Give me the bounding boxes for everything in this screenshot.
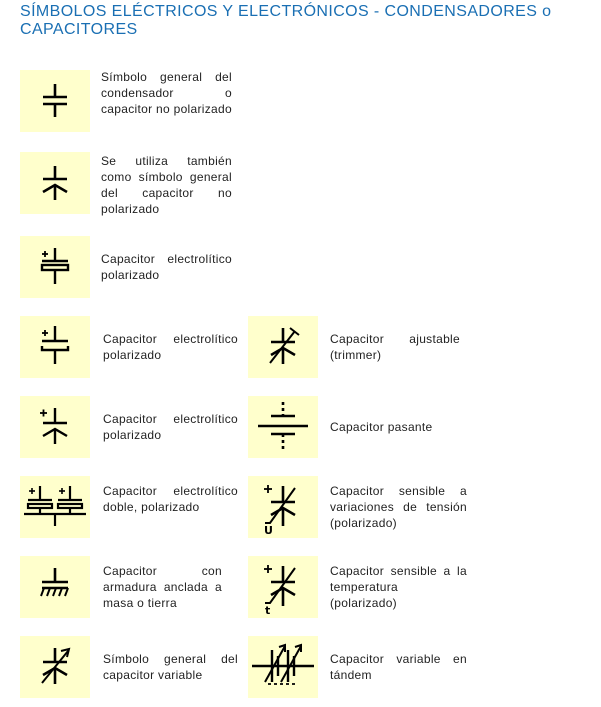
symbol-description: Capacitor variable en tándem — [330, 652, 467, 682]
electrolytic-capacitor-variant-icon — [20, 316, 90, 378]
symbol-description: Símbolo general del capacitor variable — [103, 652, 238, 682]
symbol-description: Capacitor pasante — [330, 420, 433, 434]
capacitor-non-polarized-icon — [20, 70, 90, 132]
feedthrough-capacitor-icon — [248, 396, 318, 458]
voltage-sensitive-capacitor-icon — [248, 476, 318, 538]
double-electrolytic-capacitor-icon — [20, 476, 90, 538]
svg-text:U: U — [264, 524, 273, 537]
grounded-capacitor-icon — [20, 556, 90, 618]
electrolytic-capacitor-icon — [20, 236, 90, 298]
capacitor-alt-non-polarized-icon — [20, 152, 90, 214]
symbol-description: Símbolo general del condensador o capacitor no polarizado — [101, 70, 232, 116]
page-title: SÍMBOLOS ELÉCTRICOS Y ELECTRÓNICOS - CONDENSADORES o CAPACITORES — [20, 3, 552, 38]
symbol-description: Capacitor ajustable (trimmer) — [330, 332, 460, 362]
symbol-description: Capacitor sensible a variaciones de tensión (polarizado) — [330, 484, 467, 530]
symbol-description: Capacitor electrolítico polarizado — [101, 252, 232, 282]
svg-text:t: t — [265, 604, 271, 617]
symbol-description: Capacitor electrolítico doble, polarizado — [103, 484, 238, 514]
symbol-description: Capacitor sensible a la temperatura (polarizado) — [330, 564, 467, 610]
temperature-sensitive-capacitor-icon — [248, 556, 318, 618]
symbol-description: Se utiliza también como símbolo general del capacitor no polarizado — [101, 154, 232, 216]
trimmer-capacitor-icon — [248, 316, 318, 378]
tandem-variable-capacitor-icon — [248, 636, 318, 698]
variable-capacitor-icon — [20, 636, 90, 698]
symbol-description: Capacitor con armadura anclada a masa o tierra — [103, 564, 222, 610]
symbol-description: Capacitor electrolítico polarizado — [103, 412, 238, 442]
electrolytic-capacitor-curved-icon — [20, 396, 90, 458]
symbol-description: Capacitor electrolítico polarizado — [103, 332, 238, 362]
